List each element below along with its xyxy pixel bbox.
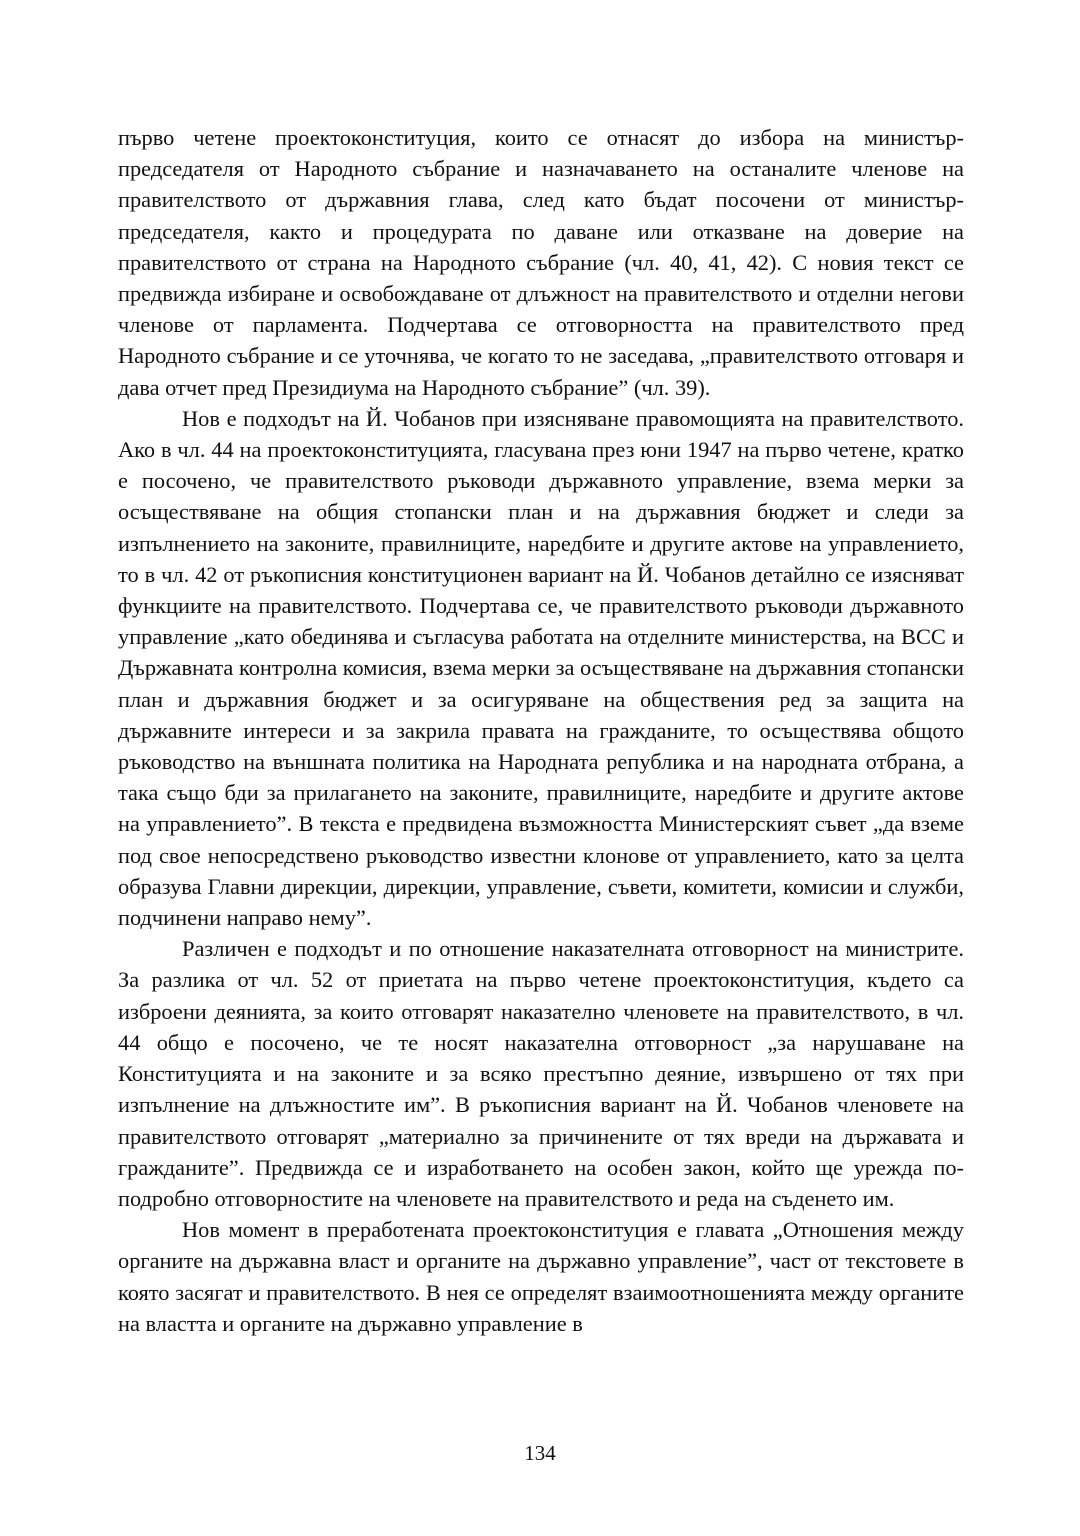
paragraph-2: Нов е подходът на Й. Чобанов при изясняване правомощията на правителството. Ако в чл. 44 на проектоконституцията, гласувана през юни 1947 на първо четене, кратко е посочено, че правителството ръководи държавното управление, взема мерки за осъществяване на общия стопански план и на държавния бюджет и следи за изпълнението на законите, правилниците, наредбите и другите актове на управлението, то в чл. 42 от ръкописния конституционен вариант на Й. Чобанов детайлно се изясняват функциите на правителството. Подчертава се, че правителството ръководи държавното управление „като обединява и съгласува работата на отделните министерства, на ВСС и Държавната контролна комисия, взема мерки за осъществяване на държавния стопански план и държавния бюджет и за осигуряване на обществения ред за защита на държавните интереси и за закрила правата на гражданите, то осъществява общото ръководство на външната политика на Народната република и на народната отбрана, а така също бди за прилагането на законите, правилниците, наредбите и другите актове на управлението”. В текста е предвидена възможността Министерският съвет „да вземе под свое непосредствено ръководство известни клонове от управлението, като за целта образува Главни дирекции, дирекции, управление, съвети, комитети, комисии и служби, подчинени направо нему”.: [118, 405, 964, 931]
paragraph-4: Нов момент в преработената проектоконституция е главата „Отношения между органите на държавна власт и органите на държавно управление”, част от текстовете в която засягат и правителството. В нея се определят взаимоотношенията между органите на властта и органите на държавно управление в: [118, 1217, 964, 1336]
paragraph-1: първо четене проектоконституция, които се отнасят до избора на министър-председателя от Народното събрание и назначаването на останалите членове на правителството от държавния глава, след като бъдат посочени от министър-председателя, както и процедурата по даване или отказване на доверие на правителството от страна на Народното събрание (чл. 40, 41, 42). С новия текст се предвижда избиране и освобождаване от длъжност на правителството и отделни негови членове от парламента. Подчертава се отговорността на правителството пред Народното събрание и се уточнява, че когато то не заседава, „правителството отговаря и дава отчет пред Президиума на Народното събрание” (чл. 39).: [118, 125, 964, 400]
body-text: [118, 122, 964, 1339]
page-number: 134: [524, 1441, 556, 1465]
paragraph-3: Различен е подходът и по отношение наказателната отговорност на министрите. За разлика от чл. 52 от приетата на първо четене проектоконституция, където са изброени деянията, за които отговарят наказателно членовете на правителството, в чл. 44 общо е посочено, че те носят наказателна отговорност „за нарушаване на Конституцията и на законите и за всяко престъпно деяние, извършено от тях при изпълнение на длъжностите им”. В ръкописния вариант на Й. Чобанов членовете на правителството отговарят „материално за причинените от тях вреди на държавата и гражданите”. Предвижда се и изработването на особен закон, който ще урежда по-подробно отговорностите на членовете на правителството и реда на съденето им.: [118, 936, 964, 1211]
